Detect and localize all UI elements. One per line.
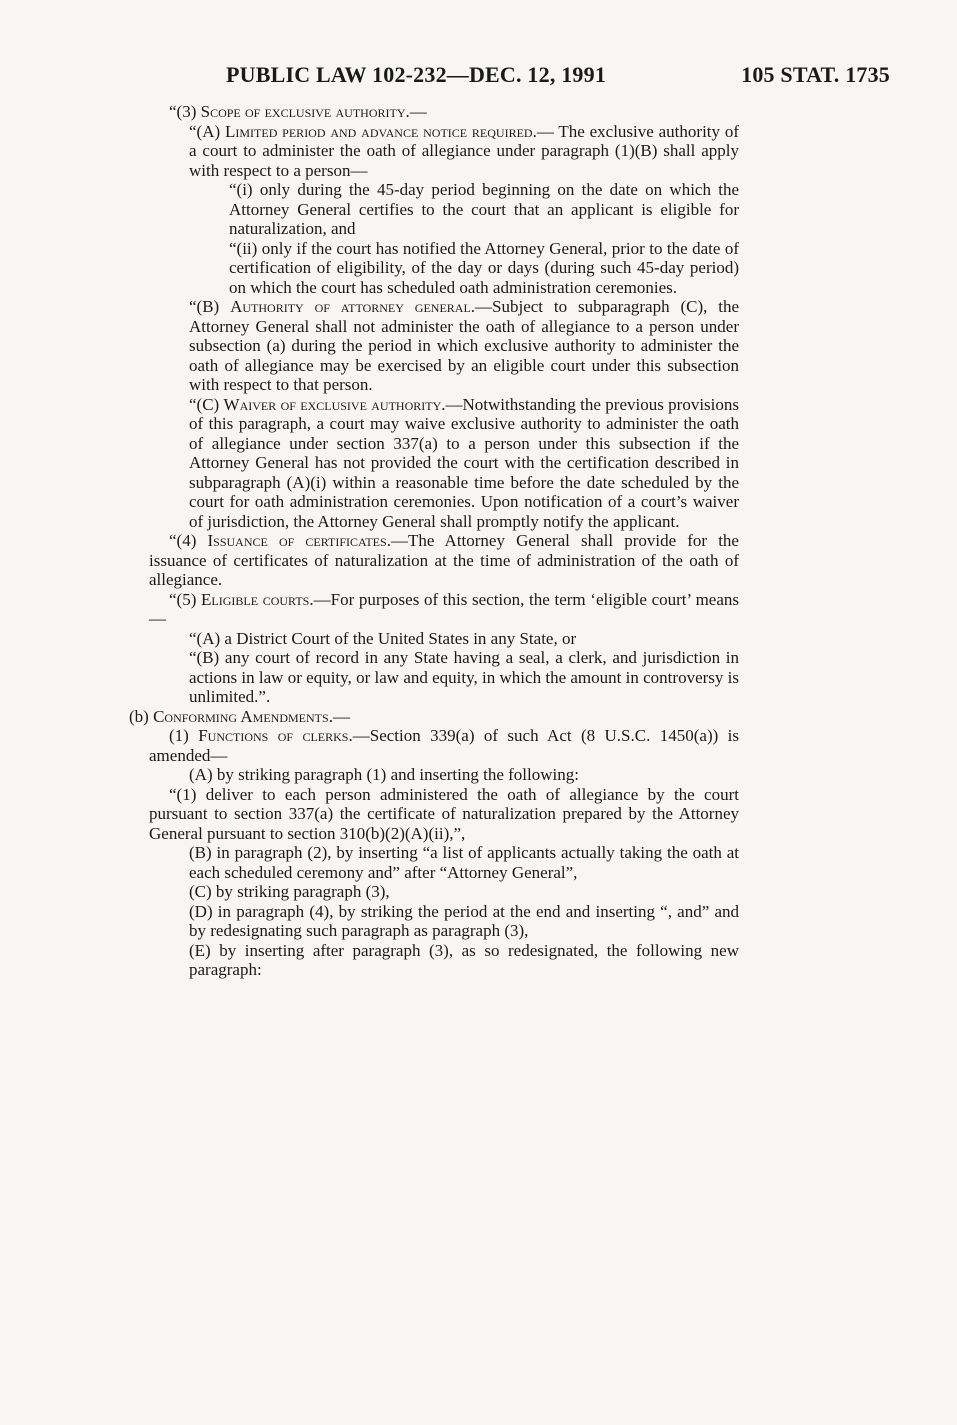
subparagraph-5b [149, 648, 739, 707]
paragraph-body: .— [328, 706, 350, 726]
paragraph-body: (E) by inserting after paragraph (3), as so redesignated, the following new paragraph: [189, 940, 739, 979]
subsection-b-paragraph-1 [149, 726, 739, 765]
paragraph-heading: Limited period and advance notice required [224, 121, 533, 141]
subparagraph-3a [149, 122, 739, 181]
paragraph-5 [149, 590, 739, 629]
paragraph-lead: (b) [129, 706, 154, 726]
statute-body [129, 102, 740, 980]
paragraph-heading: Issuance of certificates [207, 531, 387, 550]
subsection-b-1-a [149, 765, 739, 785]
paragraph-body: .—Notwithstanding the previous provisions of this paragraph, a court may waive exclusive authority to administer the oath of allegiance under section 337(a) to a person under this subsection if the Attorney General has not provided the court with the certification described in subparagraph (A)(i) within a reasonable time before the date scheduled by the court for oath administration ceremonies. Upon notification of a court’s waiver of jurisdiction, the Attorney General shall promptly notify the applicant. [189, 394, 740, 531]
paragraph-heading: Waiver of exclusive authority [223, 394, 442, 414]
paragraph-body: .—For purposes of this section, the term ‘eligible court’ means— [149, 589, 739, 628]
subparagraph-5a [149, 629, 739, 649]
stat-page-number: 105 STAT. 1735 [741, 62, 890, 87]
subparagraph-3c [149, 395, 739, 532]
paragraph-body: (C) by striking paragraph (3), [189, 882, 390, 901]
paragraph-body: .— The exclusive authority of a court to administer the oath of allegiance under paragraph (1)(B) shall apply with respect to a person— [189, 121, 740, 180]
paragraph-lead: “(B) [189, 297, 231, 316]
quoted-paragraph-1 [149, 785, 739, 844]
paragraph-body: (B) in paragraph (2), by inserting “a list of applicants actually taking the oath at each scheduled ceremony and” after “Attorney General”, [189, 843, 739, 882]
subparagraph-3b [149, 297, 739, 395]
paragraph-body: “(i) only during the 45-day period beginning on the date on which the Attorney General certifies to the court that an applicant is eligible for naturalization, and [229, 180, 739, 238]
paragraph-lead: “(5) [169, 589, 202, 609]
paragraph-body: .—Section 339(a) of such Act (8 U.S.C. 1450(a)) is amended— [149, 726, 739, 765]
paragraph-lead: “(4) [169, 531, 208, 550]
paragraph-body: (A) by striking paragraph (1) and inserting the following: [189, 765, 579, 784]
page-header [226, 58, 890, 94]
paragraph-4 [149, 531, 739, 590]
paragraph-body: “(1) deliver to each person administered the oath of allegiance by the court pursuant to section 337(a) the certificate of naturalization prepared by the Attorney General pursuant to section 310(b)(2)(A)(ii),”, [149, 784, 739, 843]
paragraph-body: .—The Attorney General shall provide for the issuance of certificates of naturalization at the time of administration of the oath of allegiance. [149, 531, 739, 589]
subsection-b-1-e [149, 941, 739, 980]
paragraph-lead: “(C) [189, 394, 224, 414]
paragraph-lead: (1) [169, 726, 199, 745]
paragraph-lead: “(A) [189, 121, 225, 141]
paragraph-body: .—Subject to subparagraph (C), the Attorney General shall not administer the oath of allegiance to a person under subsection (a) during the period in which exclusive authority to administer the oath of allegiance may be exercised by an eligible court under this subsection with respect to that person. [189, 297, 740, 394]
paragraph-body: “(ii) only if the court has notified the Attorney General, prior to the date of certification of eligibility, of the day or days (during such 45-day period) on which the court has scheduled oath administration ceremonies. [229, 238, 739, 297]
clause-3a-ii [149, 239, 739, 298]
subsection-b-1-d [149, 902, 739, 941]
paragraph-heading: Eligible courts [201, 589, 310, 609]
paragraph-heading: Authority of attorney general [230, 297, 471, 316]
paragraph-lead: “(3) [169, 102, 201, 121]
paragraph-heading: Functions of clerks [198, 726, 349, 745]
paragraph-heading: Conforming Amendments [153, 706, 329, 726]
subsection-b-heading [129, 707, 739, 727]
paragraph-body: “(A) a District Court of the United States in any State, or [189, 628, 577, 648]
paragraph-body: (D) in paragraph (4), by striking the period at the end and inserting “, and” and by redesignating such paragraph as paragraph (3), [189, 901, 739, 940]
paragraph-body: “(B) any court of record in any State having a seal, a clerk, and jurisdiction in actions in law or equity, or law and equity, in which the amount in controversy is unlimited.”. [189, 648, 739, 706]
subsection-b-1-c [149, 882, 739, 902]
clause-3a-i [149, 180, 739, 239]
public-law-citation: PUBLIC LAW 102-232—DEC. 12, 1991 [226, 62, 607, 87]
paragraph-heading: Scope of exclusive authority [200, 102, 406, 121]
paragraph-3-heading [149, 102, 739, 122]
paragraph-body: .— [405, 102, 427, 121]
subsection-b-1-b [149, 843, 739, 882]
